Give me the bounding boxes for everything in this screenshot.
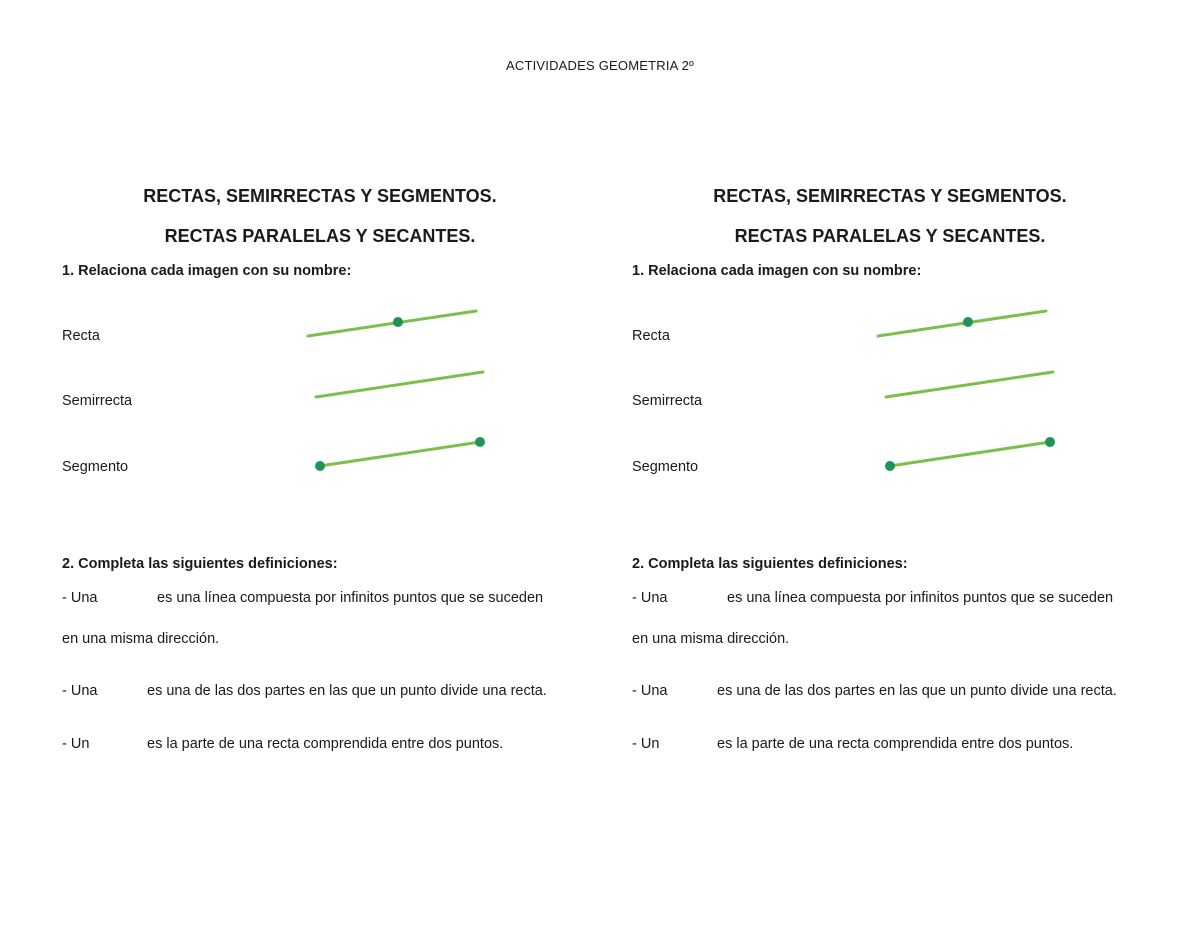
figure-line-with-point [878,311,1046,336]
question-2-heading: 2. Completa las siguientes definiciones: [62,556,338,572]
definition-segmento [632,736,1073,752]
figure-endpoint-a [885,461,895,471]
definition-prefix: - Una [62,683,98,699]
label-recta: Recta [62,328,100,344]
definition-prefix: - Una [632,683,668,699]
worksheet-left [62,0,622,927]
question-1-heading: 1. Relaciona cada imagen con su nombre: [62,263,352,279]
figure-segment [315,437,485,471]
figure-plain-line [316,372,483,397]
definition-text: es la parte de una recta comprendida entre dos puntos. [717,736,1074,752]
worksheet-subtitle: RECTAS PARALELAS Y SECANTES. [164,226,476,246]
figure-line-3 [890,442,1050,466]
figure-line-2 [316,372,483,397]
figure-point [393,317,403,327]
label-segmento: Segmento [62,459,129,475]
figure-endpoint-b [475,437,485,447]
figure-endpoint-b [1045,437,1055,447]
figure-plain-line [886,372,1053,397]
figure-line-3 [320,442,480,466]
geometry-figures [300,300,500,480]
figure-line-2 [886,372,1053,397]
definition-segmento [62,736,503,752]
geometry-figures [870,300,1070,480]
label-semirrecta: Semirrecta [62,393,133,409]
worksheet-title: RECTAS, SEMIRRECTAS Y SEGMENTOS. [143,186,497,206]
definition-text: es una de las dos partes en las que un punto divide una recta. [147,683,547,699]
figure-line-with-point [308,311,476,336]
definition-prefix: - Un [632,736,660,752]
page-header: ACTIVIDADES GEOMETRIA 2º [506,58,694,73]
question-2-heading: 2. Completa las siguientes definiciones: [632,556,908,572]
worksheet-subtitle: RECTAS PARALELAS Y SECANTES. [734,226,1046,246]
definition-prefix: - Un [62,736,90,752]
definition-semirrecta [62,683,547,699]
definition-text: es una línea compuesta por infinitos puntos que se suceden [727,590,1114,606]
label-semirrecta: Semirrecta [632,393,703,409]
label-segmento: Segmento [632,459,699,475]
definition-text: es una de las dos partes en las que un punto divide una recta. [717,683,1117,699]
definition-recta [62,590,543,606]
definition-semirrecta [632,683,1117,699]
worksheet-right [632,0,1192,927]
figure-line-1 [308,311,476,336]
worksheet-title: RECTAS, SEMIRRECTAS Y SEGMENTOS. [713,186,1067,206]
definition-recta-continued: en una misma dirección. [62,631,220,647]
definition-recta-continued: en una misma dirección. [632,631,790,647]
figure-endpoint-a [315,461,325,471]
definition-text: es una línea compuesta por infinitos puntos que se suceden [157,590,544,606]
figure-segment [885,437,1055,471]
question-1-heading: 1. Relaciona cada imagen con su nombre: [632,263,922,279]
definition-prefix: - Una [632,590,668,606]
figure-point [963,317,973,327]
definition-prefix: - Una [62,590,98,606]
definition-text: es la parte de una recta comprendida entre dos puntos. [147,736,504,752]
definition-recta [632,590,1113,606]
figure-line-1 [878,311,1046,336]
label-recta: Recta [632,328,670,344]
